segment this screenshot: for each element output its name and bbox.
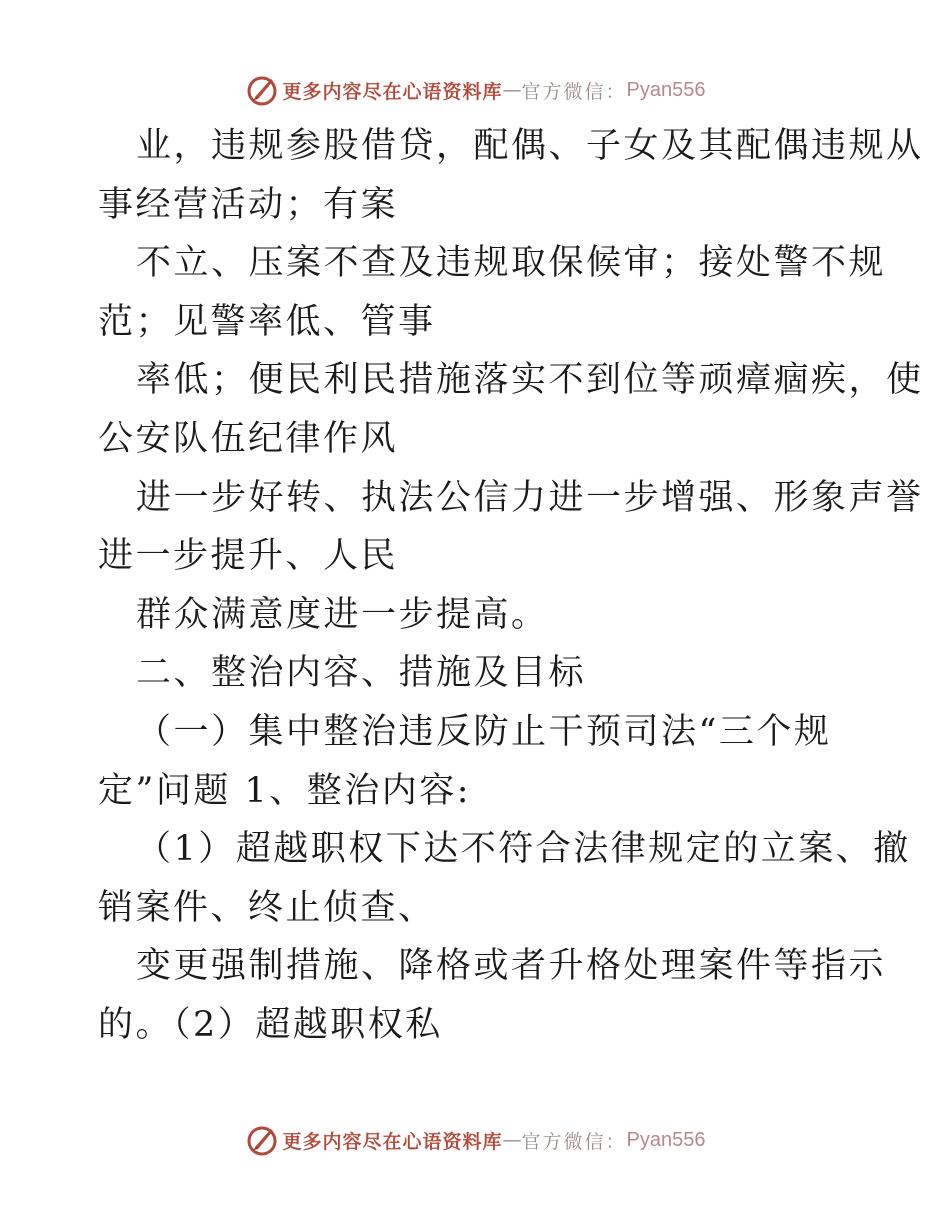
text-line: 率低；便民利民措施落实不到位等顽瘴痼疾，使 <box>136 360 924 401</box>
watermark-label: 官方微信： <box>521 1130 627 1153</box>
text-line: 不立、压案不查及违规取保候审；接处警不规 <box>136 243 887 284</box>
text-line: 业，违规参股借贷，配偶、子女及其配偶违规从 <box>136 126 924 166</box>
watermark-id: Pyan556 <box>626 78 706 101</box>
text-line: 群众满意度进一步提高。 <box>136 594 549 635</box>
text-line: 变更强制措施、降格或者升格处理案件等指示 <box>136 946 887 987</box>
text-line: 进一步好转、执法公信力进一步增强、形象声誉 <box>136 477 924 518</box>
quill-logo-icon <box>245 73 279 107</box>
text-line: 定”问题 1、整治内容: <box>98 770 472 811</box>
footer-watermark <box>0 1120 950 1160</box>
watermark-id: Pyan556 <box>626 1128 706 1151</box>
watermark-brand: 更多内容尽在心语资料库 <box>282 80 503 103</box>
section-heading: 二、整治内容、措施及目标 <box>136 653 587 694</box>
text-line: （1）超越职权下达不符合法律规定的立案、撤 <box>136 829 911 870</box>
quill-logo-icon <box>245 1123 279 1157</box>
watermark-separator: — <box>502 79 522 101</box>
text-line: 公安队伍纪律作风 <box>98 418 399 459</box>
text-line: 范；见警率低、管事 <box>98 301 436 342</box>
text-line: 的。（2）超越职权私 <box>98 1004 443 1045</box>
text-line: 事经营活动；有案 <box>98 184 399 225</box>
watermark-label: 官方微信： <box>521 80 627 103</box>
watermark-brand: 更多内容尽在心语资料库 <box>282 1130 503 1153</box>
watermark-separator: — <box>502 1129 522 1151</box>
document-body <box>98 117 924 1055</box>
header-watermark <box>0 70 950 110</box>
text-line: 进一步提升、人民 <box>98 536 399 577</box>
text-line: 销案件、终止侦查、 <box>98 887 436 928</box>
subsection-heading: （一）集中整治违反防止干预司法“三个规 <box>136 711 832 752</box>
